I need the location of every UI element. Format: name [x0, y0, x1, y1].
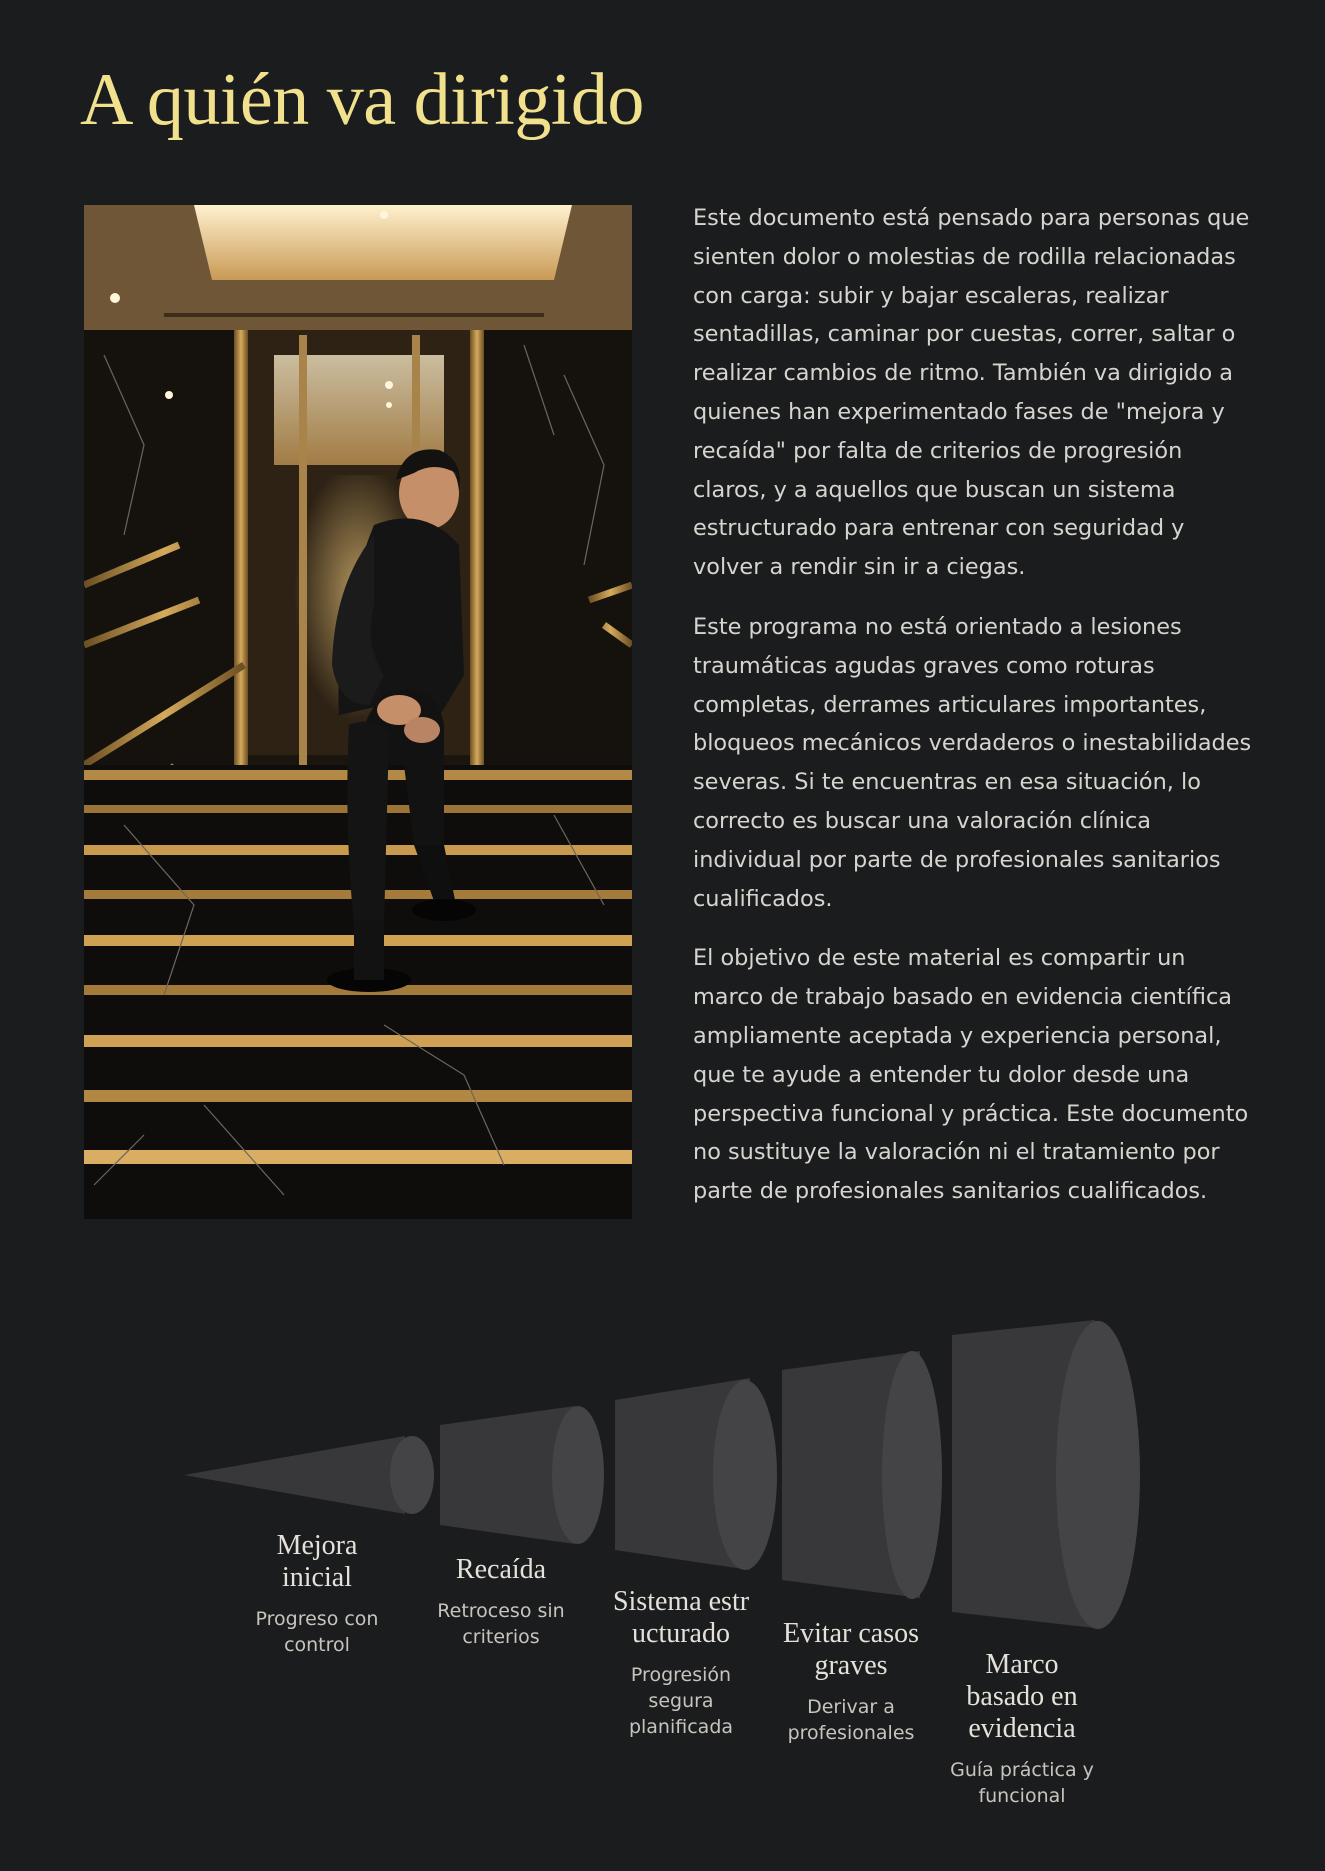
stage-1-subtitle: Progreso con control — [255, 1608, 379, 1656]
cone-5-face — [1056, 1321, 1140, 1629]
stage-3-label — [606, 1586, 756, 1740]
stage-4-label — [771, 1618, 931, 1746]
cone-2-face — [552, 1406, 604, 1544]
intro-paragraph: Este documento está pensado para personas que sienten dolor o molestias de rodilla relacionadas con carga: subir y bajar escaleras, realizar sentadillas, caminar por cuestas, correr, saltar o realizar cambios de ritmo. También va dirigido a quienes han experimentado fases de "mejora y recaída" por falta de criterios de progresión claros, y a aquellos que buscan un sistema estructurado para entrenar con seguridad y volver a rendir sin ir a ciegas. — [693, 205, 1250, 581]
body-text — [693, 199, 1253, 1232]
stage-3-subtitle: Progresión segura planificada — [628, 1664, 734, 1738]
stage-5-subtitle: Guía práctica y funcional — [950, 1759, 1094, 1807]
stage-1-title: Mejora inicial — [276, 1530, 358, 1593]
stage-3-title: Sistema estructurado — [612, 1586, 750, 1649]
stage-1-label — [242, 1530, 392, 1658]
cone-1 — [184, 1436, 405, 1514]
page-title: A quién va dirigido — [80, 59, 644, 141]
cone-1-face — [390, 1436, 434, 1514]
cone-4-face — [882, 1351, 942, 1599]
stage-4-subtitle: Derivar a profesionales — [787, 1696, 915, 1744]
hero-photo — [84, 205, 632, 1219]
stage-2-subtitle: Retroceso sin criterios — [437, 1600, 565, 1648]
stage-2-title: Recaída — [455, 1554, 547, 1585]
exclusion-paragraph: Este programa no está orientado a lesiones traumáticas agudas graves como roturas completas, derrames articulares importantes, bloqueos mecánicos verdaderos o inestabilidades severas. Si te encuentras en esa situación, lo correcto es buscar una valoración clínica individual por parte de profesionales sanitarios cualificados. — [693, 613, 1252, 912]
objective-paragraph: El objetivo de este material es compartir un marco de trabajo basado en evidencia científica ampliamente aceptada y experiencia personal, que te ayude a entender tu dolor desde una perspectiva funcional y práctica. Este documento no sustituye la valoración ni el tratamiento por parte de profesionales sanitarios cualificados. — [693, 945, 1249, 1205]
stage-4-title: Evitar casos graves — [782, 1618, 920, 1681]
stage-2-label — [426, 1554, 576, 1650]
stage-5-label — [947, 1649, 1097, 1809]
cone-3-face — [713, 1380, 777, 1570]
stage-5-title: Marco basado en evidencia — [966, 1649, 1078, 1744]
